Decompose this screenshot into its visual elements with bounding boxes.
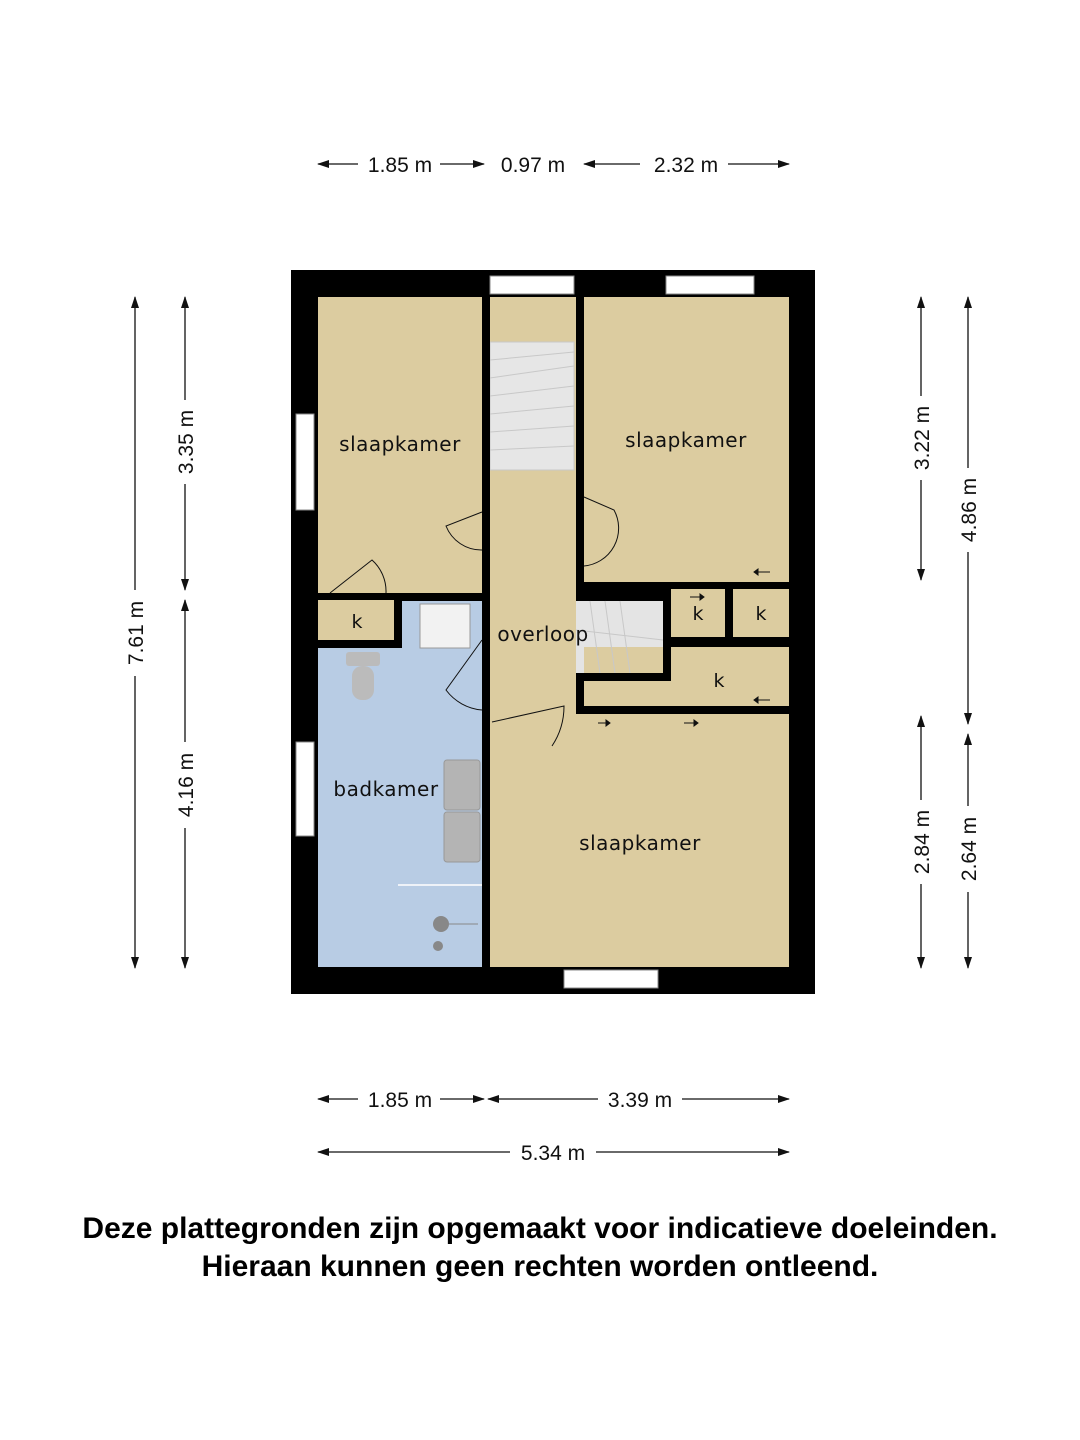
sink-icon: [444, 812, 480, 862]
dim-right-inner-1: 3.22 m: [911, 405, 934, 471]
disclaimer-line-2: Hieraan kunnen geen rechten worden ontleend.: [201, 1250, 879, 1283]
label-bedroom-top-left: slaapkamer: [339, 432, 461, 456]
dim-bottom-total: 5.34 m: [520, 1142, 586, 1165]
label-bedroom-top-right: slaapkamer: [625, 428, 747, 452]
dim-left-outer: 7.61 m: [125, 600, 148, 666]
dim-right-outer-2: 2.64 m: [958, 816, 981, 882]
toilet-bowl-icon: [352, 666, 374, 700]
sink-icon: [444, 760, 480, 810]
label-landing: overloop: [497, 622, 589, 646]
dim-bottom-2: 3.39 m: [607, 1089, 673, 1112]
dim-left-inner-1: 3.35 m: [175, 409, 198, 475]
label-closet-right-2: k: [755, 603, 767, 625]
label-bedroom-bottom-right: slaapkamer: [579, 831, 701, 855]
dim-right-inner-2: 2.84 m: [911, 809, 934, 875]
label-bathroom: badkamer: [333, 777, 439, 801]
dim-top-1: 1.85 m: [367, 154, 433, 177]
label-closet-right-1: k: [692, 603, 704, 625]
washing-machine-icon: [420, 604, 470, 648]
dim-bottom-1: 1.85 m: [367, 1089, 433, 1112]
toilet-tank-icon: [346, 652, 380, 666]
dim-left-inner-2: 4.16 m: [175, 752, 198, 818]
dim-top-3: 2.32 m: [653, 154, 719, 177]
disclaimer-line-1: Deze plattegronden zijn opgemaakt voor indicatieve doeleinden.: [82, 1212, 998, 1245]
label-closet-left: k: [351, 611, 363, 633]
label-closet-middle: k: [713, 670, 725, 692]
shower-head-icon: [433, 941, 443, 951]
dim-top-2: 0.97 m: [500, 154, 566, 177]
dim-right-outer-1: 4.86 m: [958, 477, 981, 543]
